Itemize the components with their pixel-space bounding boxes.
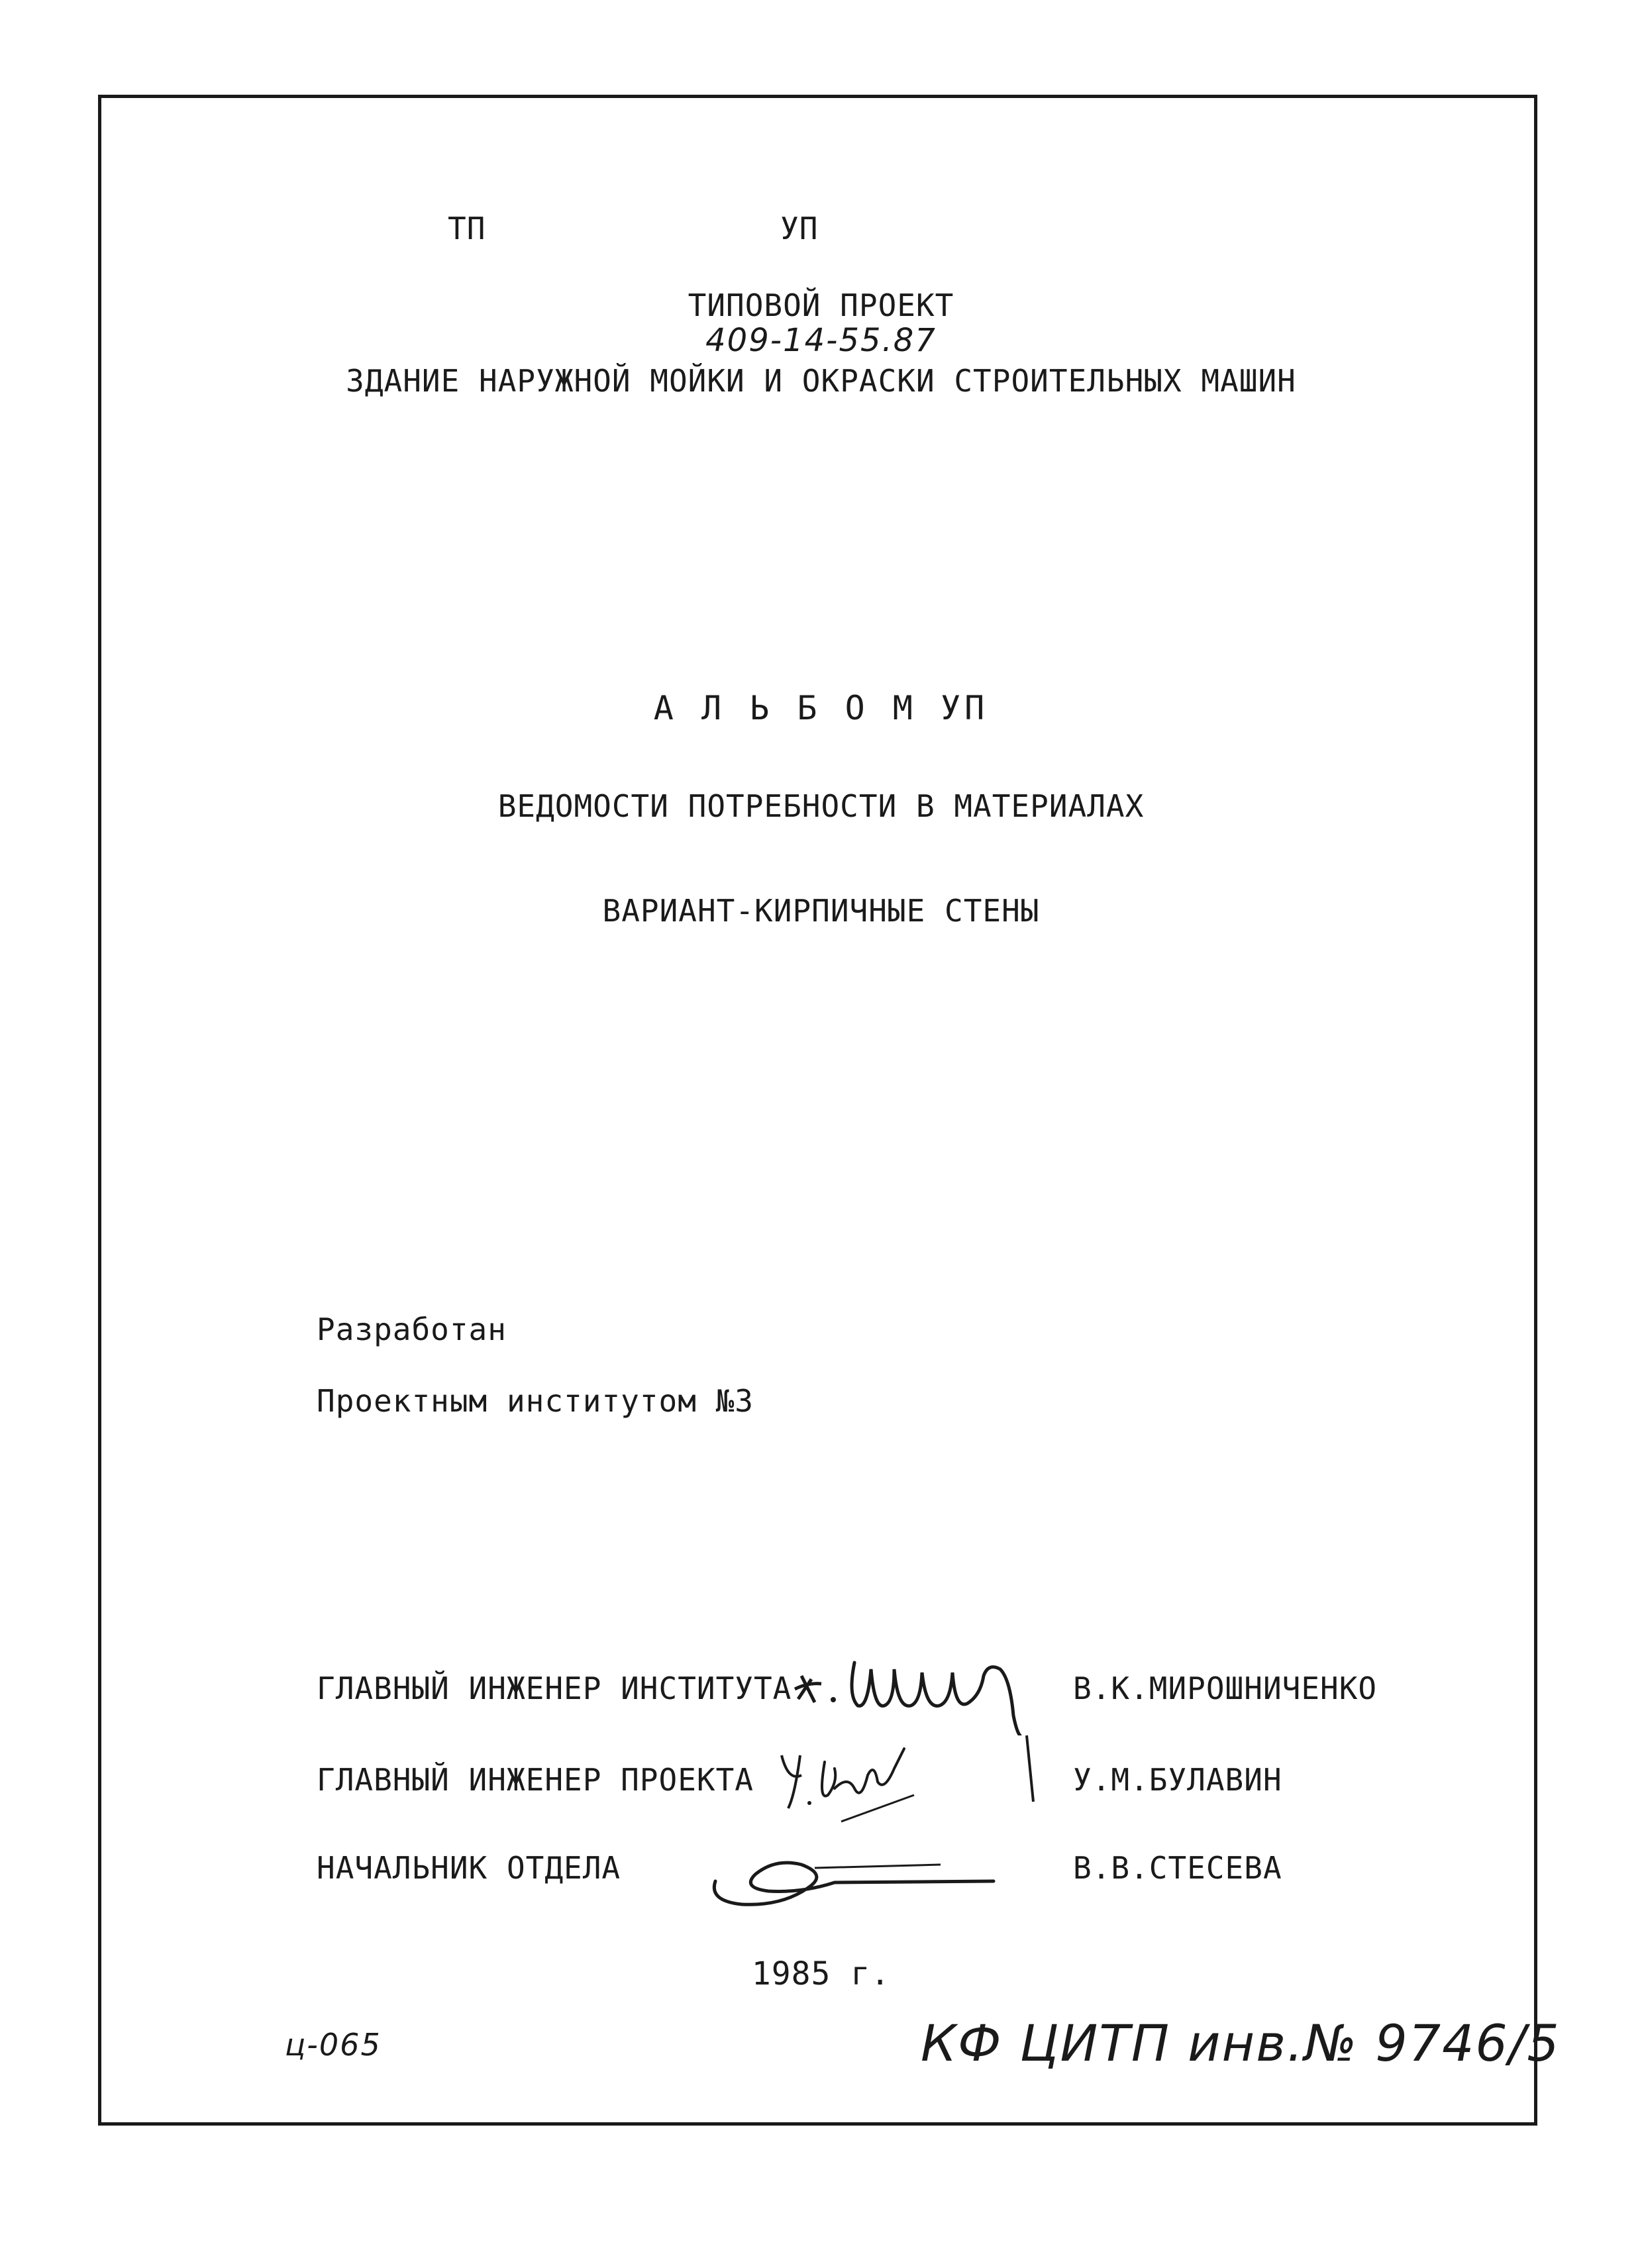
album-title: А Л Ь Б О М УП (653, 689, 989, 727)
album-variant: ВАРИАНТ-КИРПИЧНЫЕ СТЕНЫ (602, 893, 1040, 929)
inventory-number: КФ ЦИТП инв.№ 9746/5 (921, 2014, 1561, 2073)
signatory-name-1: В.К.МИРОШНИЧЕНКО (1073, 1671, 1378, 1706)
signatory-name-3: В.В.СТЕСЕВА (1073, 1850, 1282, 1886)
album-subtitle: ВЕДОМОСТИ ПОТРЕБНОСТИ В МАТЕРИАЛАХ (497, 788, 1145, 824)
signatory-name-2: У.М.БУЛАВИН (1073, 1762, 1282, 1798)
signature-department-head (702, 1835, 1007, 1914)
project-name: ЗДАНИЕ НАРУЖНОЙ МОЙКИ И ОКРАСКИ СТРОИТЕЛЬНЫХ МАШИН (346, 363, 1296, 399)
project-type-title: ТИПОВОЙ ПРОЕКТ (688, 287, 954, 323)
header-code-right: УП (780, 211, 819, 246)
developer-label: Разработан (317, 1312, 507, 1347)
header-code-left: ТП (448, 211, 486, 246)
archive-code: ц-065 (285, 2027, 382, 2063)
signatory-role-2: ГЛАВНЫЙ ИНЖЕНЕР ПРОЕКТА (317, 1762, 754, 1798)
signature-chief-engineer-institute (782, 1643, 1060, 1735)
signatory-role-3: НАЧАЛЬНИК ОТДЕЛА (317, 1850, 621, 1886)
year: 1985 г. (751, 1955, 891, 1992)
signature-chief-engineer-project (762, 1729, 1053, 1828)
project-number: 409-14-55.87 (705, 322, 937, 359)
signatory-role-1: ГЛАВНЫЙ ИНЖЕНЕР ИНСТИТУТА (317, 1671, 792, 1706)
developer-institute: Проектным институтом №3 (317, 1383, 754, 1419)
